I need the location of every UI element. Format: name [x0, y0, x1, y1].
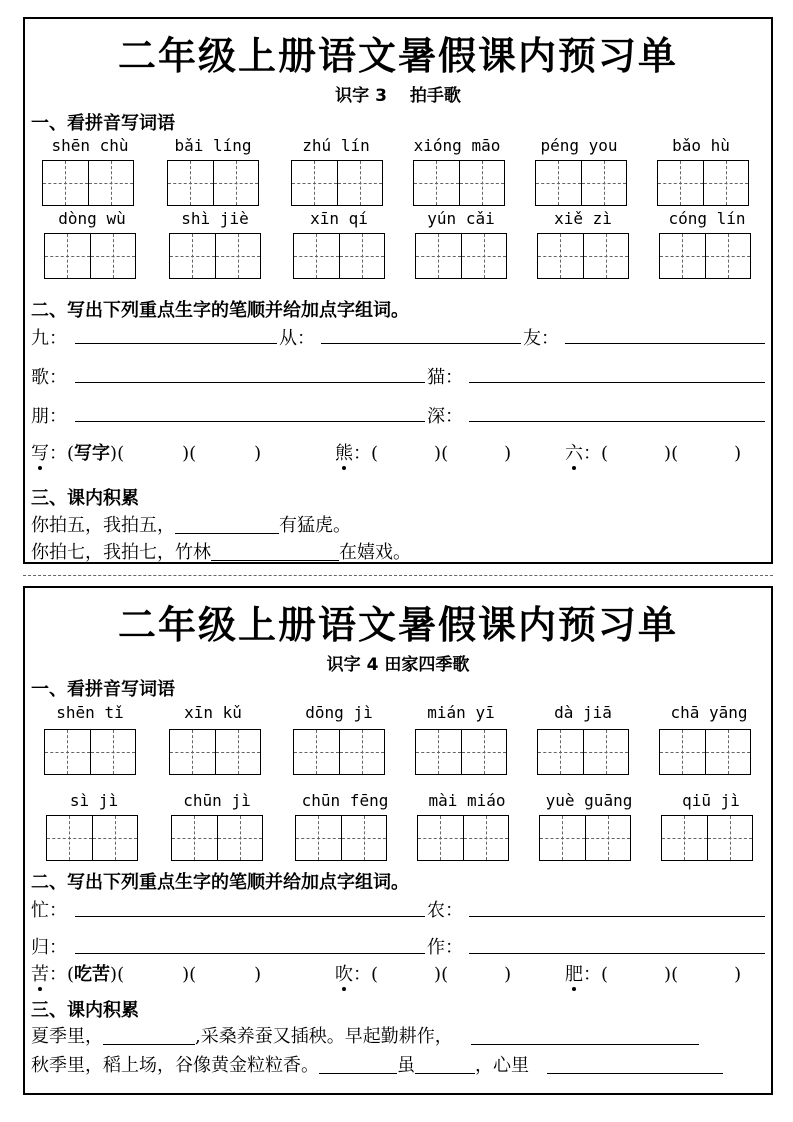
pinyin-label: yuè guāng: [545, 791, 633, 810]
writing-grid[interactable]: [535, 160, 627, 206]
stroke-label: 朋：: [31, 406, 67, 427]
answer-line[interactable]: [565, 343, 765, 344]
pinyin-label: bǎo hù: [672, 136, 730, 155]
stroke-label: 归：: [31, 937, 67, 958]
writing-grid[interactable]: [537, 233, 629, 279]
answer-line[interactable]: [75, 382, 425, 383]
stroke-label: 忙：: [31, 900, 67, 921]
writing-grid[interactable]: [661, 815, 753, 861]
writing-grid[interactable]: [42, 160, 134, 206]
answer-line[interactable]: [75, 421, 425, 422]
lesson-subtitle: 识字 4 田家四季歌: [326, 655, 470, 675]
answer-line[interactable]: [75, 953, 425, 954]
cut-line: [23, 575, 773, 576]
section-heading-pinyin: 一、看拼音写词语: [31, 113, 175, 134]
group-words-row: 吹：( )( ): [335, 960, 511, 986]
stroke-label: 农：: [427, 900, 463, 921]
pinyin-label: chūn jì: [183, 791, 251, 810]
writing-grid[interactable]: [293, 233, 385, 279]
pinyin-label: mài miáo: [428, 791, 506, 810]
pinyin-label: mián yī: [427, 703, 495, 722]
section-heading-strokes: 二、写出下列重点生字的笔顺并给加点字组词。: [31, 872, 409, 893]
writing-grid[interactable]: [169, 729, 261, 775]
writing-grid[interactable]: [415, 729, 507, 775]
fill-blank[interactable]: [319, 1055, 397, 1074]
stroke-label: 深：: [427, 406, 463, 427]
pinyin-label: shēn chù: [51, 136, 129, 155]
pinyin-label: yún cǎi: [427, 209, 495, 228]
recite-line: 你拍五，我拍五， 有猛虎。: [31, 515, 351, 536]
worksheet-2: [23, 586, 773, 1095]
dotted-char: 吹: [335, 960, 353, 986]
dotted-char: 六: [565, 439, 583, 465]
pinyin-label: qiū jì: [682, 791, 740, 810]
writing-grid[interactable]: [291, 160, 383, 206]
recite-line: 秋季里，稻上场，谷像黄金粒粒香。 虽 ，心里: [31, 1051, 723, 1077]
stroke-label: 歌：: [31, 367, 67, 388]
answer-line[interactable]: [469, 953, 765, 954]
writing-grid[interactable]: [44, 729, 136, 775]
example-word: 吃苦: [74, 964, 111, 985]
group-words-row: 熊：( )( ): [335, 439, 511, 465]
worksheet-title: 二年级上册语文暑假课内预习单: [117, 33, 678, 78]
group-words-row: 写：(写字)( )( ): [31, 439, 261, 465]
fill-blank[interactable]: [103, 1026, 195, 1045]
pinyin-label: dōng jì: [305, 703, 373, 722]
pinyin-label: xīn kǔ: [184, 703, 242, 722]
writing-grid[interactable]: [46, 815, 138, 861]
writing-grid[interactable]: [659, 233, 751, 279]
worksheet-1: [23, 17, 773, 564]
writing-grid[interactable]: [539, 815, 631, 861]
dotted-char: 苦: [31, 960, 49, 986]
pinyin-label: cóng lín: [668, 209, 746, 228]
answer-line[interactable]: [321, 343, 521, 344]
pinyin-label: zhú lín: [302, 136, 370, 155]
stroke-label: 猫：: [427, 367, 463, 388]
answer-line[interactable]: [75, 343, 277, 344]
pinyin-label: dà jiā: [554, 703, 612, 722]
answer-line[interactable]: [469, 382, 765, 383]
group-words-row: 六：( )( ): [565, 439, 741, 465]
recite-line: 你拍七，我拍七，竹林 在嬉戏。: [31, 542, 411, 563]
group-words-row: 肥：( )( ): [565, 960, 741, 986]
dotted-char: 熊: [335, 439, 353, 465]
dotted-char: 肥: [565, 960, 583, 986]
stroke-label: 从：: [279, 328, 315, 349]
pinyin-label: dòng wù: [58, 209, 126, 228]
writing-grid[interactable]: [169, 233, 261, 279]
answer-line[interactable]: [75, 916, 425, 917]
writing-grid[interactable]: [417, 815, 509, 861]
fill-blank[interactable]: [547, 1055, 723, 1074]
example-word: 写字: [74, 443, 111, 464]
section-heading-strokes: 二、写出下列重点生字的笔顺并给加点字组词。: [31, 300, 409, 321]
answer-line[interactable]: [469, 916, 765, 917]
writing-grid[interactable]: [295, 815, 387, 861]
pinyin-label: chūn fēng: [301, 791, 389, 810]
pinyin-label: chā yāng: [670, 703, 748, 722]
writing-grid[interactable]: [537, 729, 629, 775]
dotted-char: 写: [31, 439, 49, 465]
pinyin-label: shì jiè: [181, 209, 249, 228]
worksheet-title: 二年级上册语文暑假课内预习单: [117, 602, 678, 647]
group-words-row: 苦：(吃苦)( )( ): [31, 960, 261, 986]
fill-blank[interactable]: [175, 515, 279, 534]
pinyin-label: xiě zì: [554, 209, 612, 228]
section-heading-pinyin: 一、看拼音写词语: [31, 679, 175, 700]
stroke-label: 友：: [523, 328, 559, 349]
fill-blank[interactable]: [471, 1026, 699, 1045]
section-heading-recite: 三、课内积累: [31, 1000, 139, 1021]
writing-grid[interactable]: [659, 729, 751, 775]
answer-line[interactable]: [469, 421, 765, 422]
pinyin-label: sì jì: [69, 791, 119, 810]
writing-grid[interactable]: [415, 233, 507, 279]
pinyin-label: shēn tǐ: [56, 703, 124, 722]
writing-grid[interactable]: [171, 815, 263, 861]
writing-grid[interactable]: [167, 160, 259, 206]
pinyin-label: bǎi líng: [174, 136, 252, 155]
fill-blank[interactable]: [211, 542, 339, 561]
fill-blank[interactable]: [415, 1055, 475, 1074]
recite-line: 夏季里， ,采桑养蚕又插秧。早起勤耕作，: [31, 1022, 699, 1048]
pinyin-label: xióng māo: [413, 136, 501, 155]
section-heading-recite: 三、课内积累: [31, 488, 139, 509]
writing-grid[interactable]: [293, 729, 385, 775]
writing-grid[interactable]: [657, 160, 749, 206]
stroke-label: 作：: [427, 937, 463, 958]
pinyin-label: xīn qí: [310, 209, 368, 228]
stroke-label: 九：: [31, 328, 67, 349]
writing-grid[interactable]: [44, 233, 136, 279]
writing-grid[interactable]: [413, 160, 505, 206]
lesson-subtitle: 识字 3 拍手歌: [335, 86, 461, 106]
pinyin-label: péng you: [540, 136, 618, 155]
